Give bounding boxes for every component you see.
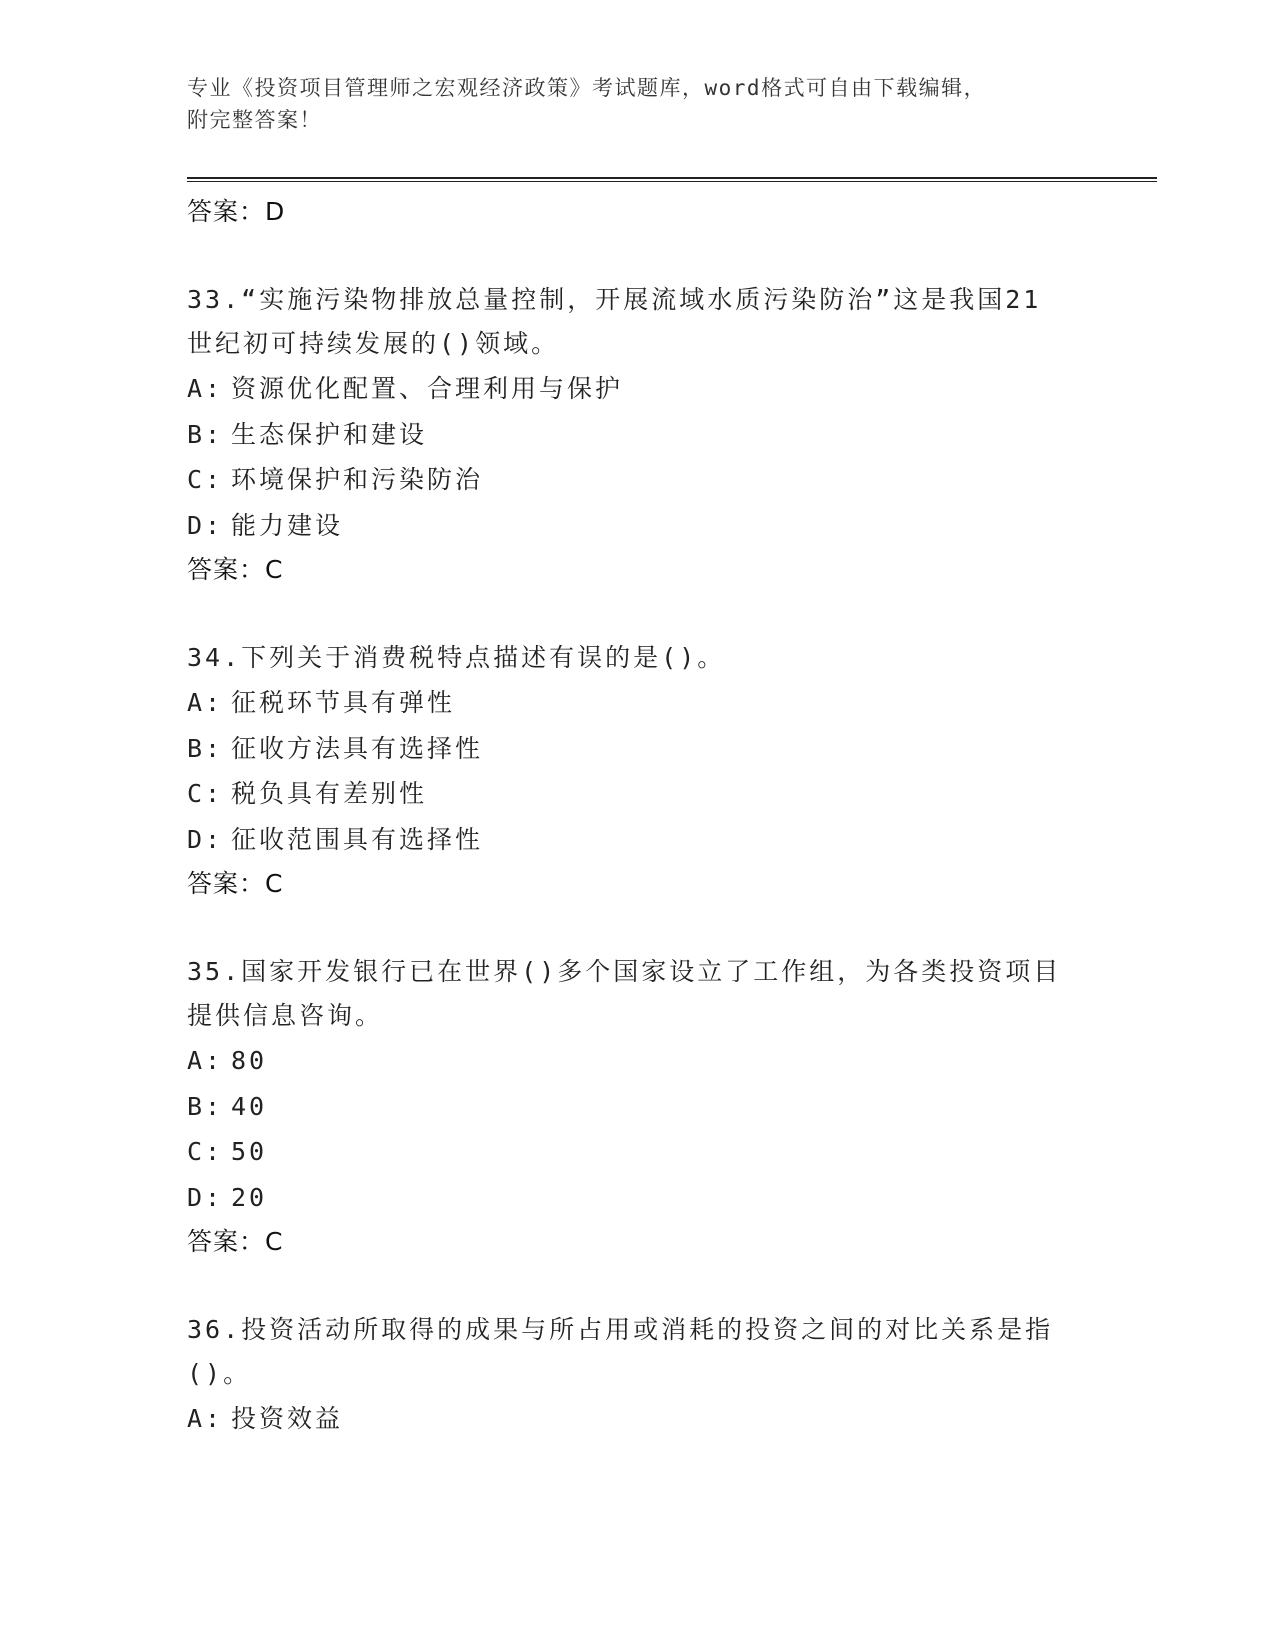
- header-line-2: 附完整答案！: [187, 108, 322, 132]
- option-c: [187, 457, 1157, 503]
- document-body: [187, 190, 1157, 1442]
- question-36: [187, 1308, 1157, 1442]
- option-key: A:: [187, 688, 224, 717]
- option-text: 50: [231, 1137, 268, 1166]
- answer-line: 答案：D: [187, 197, 286, 226]
- question-stem-continued: 世纪初可持续发展的()领域。: [187, 329, 560, 358]
- option-text: 税负具有差别性: [231, 779, 428, 808]
- answer-line: 答案：C: [187, 869, 284, 898]
- option-key: A:: [187, 374, 224, 403]
- option-text: 80: [231, 1046, 268, 1075]
- header-line-1: 专业《投资项目管理师之宏观经济政策》考试题库，word格式可自由下载编辑，: [187, 76, 987, 100]
- option-key: D:: [187, 824, 224, 854]
- header-divider: [187, 177, 1157, 182]
- option-d: [187, 503, 1157, 549]
- option-text: 资源优化配置、合理利用与保护: [231, 374, 624, 403]
- option-text: 生态保护和建设: [231, 419, 428, 449]
- document-header: [187, 72, 1057, 136]
- option-key: B:: [187, 733, 224, 763]
- question-35: [187, 950, 1157, 1264]
- question-stem: 34.下列关于消费税特点描述有误的是()。: [187, 643, 726, 672]
- option-text: 征税环节具有弹性: [231, 688, 456, 717]
- question-stem: 33.“实施污染物排放总量控制，开展流域水质污染防治”这是我国21: [187, 285, 1042, 314]
- option-b: [187, 726, 1157, 772]
- option-d: [187, 817, 1157, 863]
- question-stem-continued: ()。: [187, 1359, 252, 1388]
- option-key: D:: [187, 1182, 224, 1212]
- question-stem: 36.投资活动所取得的成果与所占用或消耗的投资之间的对比关系是指: [187, 1315, 1054, 1344]
- option-text: 征收方法具有选择性: [231, 733, 484, 763]
- option-key: C:: [187, 465, 224, 494]
- question-33: [187, 278, 1157, 592]
- answer-line: 答案：C: [187, 555, 284, 584]
- option-c: [187, 1129, 1157, 1175]
- option-key: A:: [187, 1404, 224, 1433]
- option-text: 能力建设: [231, 510, 344, 540]
- option-b: [187, 1084, 1157, 1130]
- option-key: A:: [187, 1046, 224, 1075]
- option-key: C:: [187, 779, 224, 808]
- option-a: [187, 1038, 1157, 1084]
- option-key: B:: [187, 1091, 224, 1121]
- option-a: [187, 680, 1157, 726]
- question-stem-continued: 提供信息咨询。: [187, 1001, 384, 1030]
- option-b: [187, 412, 1157, 458]
- option-text: 环境保护和污染防治: [231, 465, 484, 494]
- option-c: [187, 771, 1157, 817]
- option-text: 40: [231, 1091, 268, 1121]
- question-34: [187, 636, 1157, 906]
- option-a: [187, 1396, 1157, 1442]
- option-a: [187, 366, 1157, 412]
- option-text: 投资效益: [231, 1404, 344, 1433]
- answer-line: 答案：C: [187, 1227, 284, 1256]
- option-key: B:: [187, 419, 224, 449]
- option-text: 20: [231, 1182, 268, 1212]
- option-key: D:: [187, 510, 224, 540]
- option-d: [187, 1175, 1157, 1221]
- question-stem: 35.国家开发银行已在世界()多个国家设立了工作组，为各类投资项目: [187, 957, 1062, 986]
- option-key: C:: [187, 1137, 224, 1166]
- option-text: 征收范围具有选择性: [231, 824, 484, 854]
